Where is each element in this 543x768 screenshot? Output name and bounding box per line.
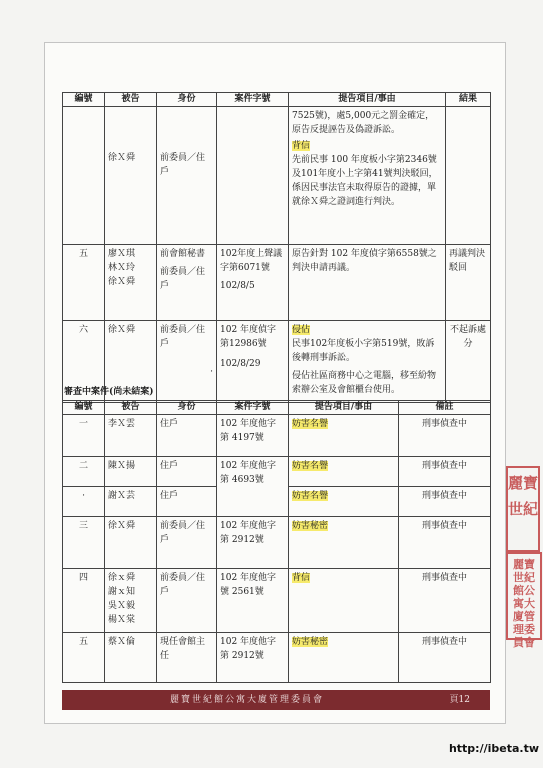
item-tag-wrap — [292, 139, 442, 153]
table-row — [63, 245, 491, 321]
row-role: 前委員／住戶 — [157, 107, 217, 245]
defendant-name: 徐Ｘ舜 — [108, 277, 136, 287]
row-item: 原告針對 102 年度偵字第6558號之判決申請再議。 — [289, 245, 446, 321]
case-table-pending — [62, 400, 491, 683]
row-no: 五 — [63, 245, 105, 321]
row-note: 刑事偵查中 — [399, 415, 491, 457]
row-defendant — [105, 245, 157, 321]
row-role: 現任會館主任 — [157, 633, 217, 683]
row-defendant: 徐Ｘ舜 — [105, 321, 157, 403]
row-note: 刑事偵查中 — [399, 569, 491, 633]
row-item — [289, 487, 399, 517]
item-text: 侵佔社區商務中心之電腦，移至紛物索辦公室及會館櫃台使用。 — [292, 371, 437, 395]
committee-seal-stamp: 麗寶世紀館公寓大廈管理委員會 — [506, 552, 542, 640]
item-tag: 背信 — [292, 141, 311, 151]
table-row — [63, 415, 491, 457]
row-note: 刑事偵查中 — [399, 517, 491, 569]
table-header-row — [63, 401, 491, 415]
item-tag: 妨害秘密 — [292, 521, 329, 531]
row-case-no: 102 年度他字第 2912號 — [217, 517, 289, 569]
row-no: 三 — [63, 517, 105, 569]
table-row — [63, 457, 491, 487]
row-note: 刑事偵查中 — [399, 633, 491, 683]
header-result: 結果 — [446, 93, 491, 107]
item-text: 7525號)，處5,000元之罰金確定，原告反提誣告及偽證訴訟。 — [292, 111, 435, 135]
table-row — [63, 633, 491, 683]
header-no: 編號 — [63, 401, 105, 415]
row-defendant: 謝Ｘ芸 — [105, 487, 157, 517]
row-case-no: 102 年度他字第 4197號 — [217, 415, 289, 457]
table-header-row — [63, 93, 491, 107]
row-case-no — [217, 107, 289, 245]
row-role: 住戶 — [157, 487, 217, 517]
header-item: 提告項目/事由 — [289, 401, 399, 415]
row-item — [289, 457, 399, 487]
row-defendant: 李Ｘ雲 — [105, 415, 157, 457]
table-row — [63, 569, 491, 633]
defendant-name: 廖Ｘ琪 — [108, 249, 136, 259]
role-text: 前會館秘書 — [160, 249, 206, 259]
row-item — [289, 321, 446, 403]
row-defendant: 徐ｘ舜 謝ｘ知 吳Ｘ毅 楊Ｘ棠 — [105, 569, 157, 633]
row-no: 二 — [63, 457, 105, 487]
row-role: 住戶 — [157, 415, 217, 457]
row-result — [446, 107, 491, 245]
row-result: 再議判決駁回 — [446, 245, 491, 321]
role-text: 前委員／住戶 — [160, 267, 206, 291]
header-no: 編號 — [63, 93, 105, 107]
defendant-name: 林Ｘ玲 — [108, 263, 136, 273]
row-item — [289, 633, 399, 683]
row-case-no — [217, 245, 289, 321]
row-item — [289, 569, 399, 633]
header-defendant: 被告 — [105, 401, 157, 415]
row-item — [289, 415, 399, 457]
item-text: 民事102年度板小字第519號，敗訴後轉刑事訴訟。 — [292, 339, 435, 363]
row-defendant: 徐Ｘ舜 — [105, 517, 157, 569]
table-row — [63, 107, 491, 245]
item-tag: 妨害名譽 — [292, 419, 329, 429]
footer-org: 麗寶世紀館公寓大廈管理委員會 — [169, 695, 324, 705]
row-case-no: 102 年度他字號 2561號 — [217, 569, 289, 633]
row-defendant: 陳Ｘ揚 — [105, 457, 157, 487]
row-item — [289, 107, 446, 245]
header-defendant: 被告 — [105, 93, 157, 107]
header-role: 身份 — [157, 401, 217, 415]
row-role: 住戶 — [157, 457, 217, 487]
row-case-no — [217, 321, 289, 403]
table-row — [63, 517, 491, 569]
item-tag-wrap — [292, 323, 442, 337]
row-no: 五 — [63, 633, 105, 683]
section-caption: 審查中案件(尚未結案) — [64, 387, 154, 397]
row-no: · — [63, 487, 105, 517]
item-tag: 妨害名譽 — [292, 491, 329, 501]
case-no-text: 102年度上聲議字第6071號 — [220, 249, 283, 273]
row-note: 刑事偵查中 — [399, 457, 491, 487]
row-role: 前委員／住戶 — [157, 517, 217, 569]
site-watermark: http://ibeta.tw — [448, 742, 539, 755]
row-role — [157, 321, 217, 403]
case-no-text: 102 年度偵字第12986號 — [220, 325, 277, 349]
row-note: 刑事偵查中 — [399, 487, 491, 517]
role-text: 前委員／住戶 — [160, 325, 206, 349]
item-tag: 侵佔 — [292, 325, 311, 335]
header-note: 備註 — [399, 401, 491, 415]
row-case-no: 102 年度他字第 4693號 — [217, 457, 289, 517]
row-defendant: 蔡Ｘ倫 — [105, 633, 157, 683]
header-case-no: 案件字號 — [217, 401, 289, 415]
row-role: 前委員／住戶 — [157, 569, 217, 633]
case-date: 102/8/5 — [220, 281, 255, 291]
row-case-no: 102 年度他字第 2912號 — [217, 633, 289, 683]
row-item — [289, 517, 399, 569]
row-no — [63, 107, 105, 245]
case-table-closed — [62, 92, 491, 403]
header-item: 提告項目/事由 — [289, 93, 446, 107]
row-no: 六 — [63, 321, 105, 403]
header-case-no: 案件字號 — [217, 93, 289, 107]
row-no: 一 — [63, 415, 105, 457]
row-defendant: 徐Ｘ舜 — [105, 107, 157, 245]
case-date: 102/8/29 — [220, 359, 261, 369]
page-number: 頁12 — [449, 695, 470, 705]
row-result: 不起訴處分 — [446, 321, 491, 403]
item-tag: 妨害名譽 — [292, 461, 329, 471]
item-text: 先前民事 100 年度板小字第2346號及101年度小上字第41號判決駁回，係因民事法官未取得原告的證據，單就徐Ｘ舜之證詞進行判決。 — [292, 155, 438, 207]
red-seal-stamp: 麗寶世紀 — [506, 466, 540, 552]
header-role: 身份 — [157, 93, 217, 107]
stray-mark: · — [210, 367, 213, 377]
item-tag: 背信 — [292, 573, 311, 583]
page-footer — [62, 690, 490, 710]
row-no: 四 — [63, 569, 105, 633]
item-tag: 妨害秘密 — [292, 637, 329, 647]
row-role — [157, 245, 217, 321]
